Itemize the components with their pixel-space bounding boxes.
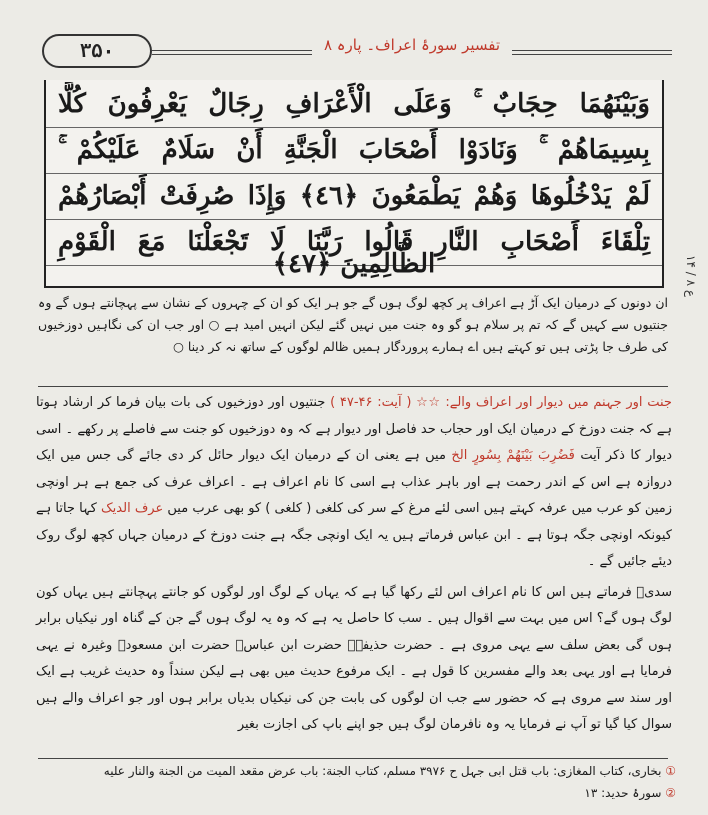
page-header (32, 30, 672, 82)
verse-line: تِلْقَاءَ أَصْحَابِ النَّارِ قَالُوا رَبَّنَا لَا تَجْعَلْنَا مَعَ الْقَوْمِ (46, 220, 662, 266)
quoted-verse: فَضُرِبَ بَيْنَهُمْ بِسُورٍ الخ (451, 448, 575, 463)
commentary-paragraph (36, 390, 672, 576)
verse-line: وَبَيْنَهُمَا حِجَابٌ ۚ وَعَلَى الْأَعْرَافِ رِجَالٌ يَعْرِفُونَ كُلًّا (46, 82, 662, 128)
commentary (36, 390, 672, 755)
verse-line: الظَّالِمِينَ ﴿٤٧﴾ (272, 249, 436, 279)
commentary-text: جنتیوں اور دوزخیوں کی بات بیان فرما کر ارشاد ہوتا ہے کہ جنت دوزخ کے درمیان ایک اور حجاب حد فاصل اور دیوار ہے کہ وہ دوزخیوں کو جنت سے فاصلے پر رکھے ۔ اسی دیوار کا ذکر آیت (36, 395, 672, 463)
footnote-number: ② (665, 786, 676, 800)
verse-line: لَمْ يَدْخُلُوهَا وَهُمْ يَطْمَعُونَ ﴿٤٦﴾ وَإِذَا صُرِفَتْ أَبْصَارُهُمْ (46, 174, 662, 220)
footnotes (36, 760, 676, 810)
verse-reference: ☆☆ ( آیت: ۴۶-۴۷ ) (330, 395, 441, 410)
footnote-text: بخاری، کتاب المغازی: باب قتل ابی جہل ح ۳۹۷۶ مسلم، کتاب الجنة: باب عرض مقعد المیت من الجنة والنار علیه (103, 764, 662, 778)
running-title: تفسیر سورۂ اعراف۔ پارہ ۸ (312, 36, 512, 66)
verse-line: بِسِيمَاهُمْ ۚ وَنَادَوْا أَصْحَابَ الْجَنَّةِ أَنْ سَلَامٌ عَلَيْكُمْ ۚ (46, 128, 662, 174)
footnote-number: ① (665, 764, 676, 778)
translation: ان دونوں کے درمیان ایک آڑ ہے اعراف پر کچھ لوگ ہوں گے جو ہر ایک کو ان کے چہروں کے نشان سے پہچانتے ہوں گے وہ جنتیوں سے کہیں گے کہ تم پر سلام ہو گو وہ جنت میں نہیں گئے لیکن انہیں امید ہے ○ اور جب ان کی نگاہیں دوزخیوں کی طرف جا پڑتی ہیں تو کہتے ہیں اے ہمارے پروردگار ہمیں ظالم لوگوں کے ساتھ نہ کر دینا ○ (38, 295, 668, 354)
section-heading: جنت اور جہنم میں دیوار اور اعراف والے: (445, 395, 672, 410)
verse-box (44, 80, 664, 288)
ruku-marker: ع ۸ / ۱۴ (684, 255, 698, 297)
footnote (36, 782, 676, 804)
footnote (36, 760, 676, 782)
commentary-paragraph: سدیؒ فرماتے ہیں اس کا نام اعراف اس لئے رکھا گیا ہے کہ یہاں کے لوگ اور لوگوں کو جانتے پہچانتے ہیں یہاں کون لوگ ہوں گے؟ اس میں بہت سے اقوال ہیں ۔ سب کا حاصل یہ ہے کہ وہ یہ لوگ ہوں گے جن کے گناہ اور نیکیاں برابر ہوں گی بعض سلف سے یہی مروی ہے ۔ حضرت حذیفہؓ حضرت ابن عباسؓ حضرت ابن مسعودؓ وغیرہ نے یہی فرمایا ہے اور یہی بعد والے مفسرین کا قول ہے ۔ ایک مرفوع حدیث میں بھی ہے لیکن سنداً وہ حدیث غریب ہے ایک اور سند سے مروی ہے کہ حضور سے جب ان لوگوں کی بابت جن کی نیکیاں بدیاں برابر ہوں اور جو اعراف والے ہیں سوال کیا گیا تو آپ نے فرمایا یہ وہ نافرمان لوگ ہیں جو اپنے باپ کی اجازت بغیر (36, 584, 672, 732)
footnote-text: سورۂ حدید: ۱۳ (584, 786, 662, 800)
quoted-term: عرف الدیک (101, 501, 164, 516)
page-number: ۳۵۰ (42, 34, 152, 68)
commentary-text: کہا جاتا ہے کیونکہ اونچی جگہ ہوتا ہے ۔ ابن عباس فرماتے ہیں یہ ایک اونچی جگہ ہے جنت دوزخ کے درمیان جہاں کچھ لوگ روک دیئے جائیں گے ۔ (36, 501, 672, 569)
footnote-divider (38, 758, 668, 759)
commentary-text: میں ہے یعنی ان کے درمیان ایک دیوار حائل کر دی جائے گی جس میں ایک دروازہ ہے اس کے اندر رحمت ہے اور باہر عذاب ہے اسی کا نام اعراف ہے ۔ اعراف عرف کی جمع ہے ہر اونچی زمین کو عرب میں عرفہ کہتے ہیں اسی لئے مرغ کے سر کی کلغی ( کلغی ) کو بھی عرب میں (36, 448, 672, 516)
divider (38, 386, 668, 387)
